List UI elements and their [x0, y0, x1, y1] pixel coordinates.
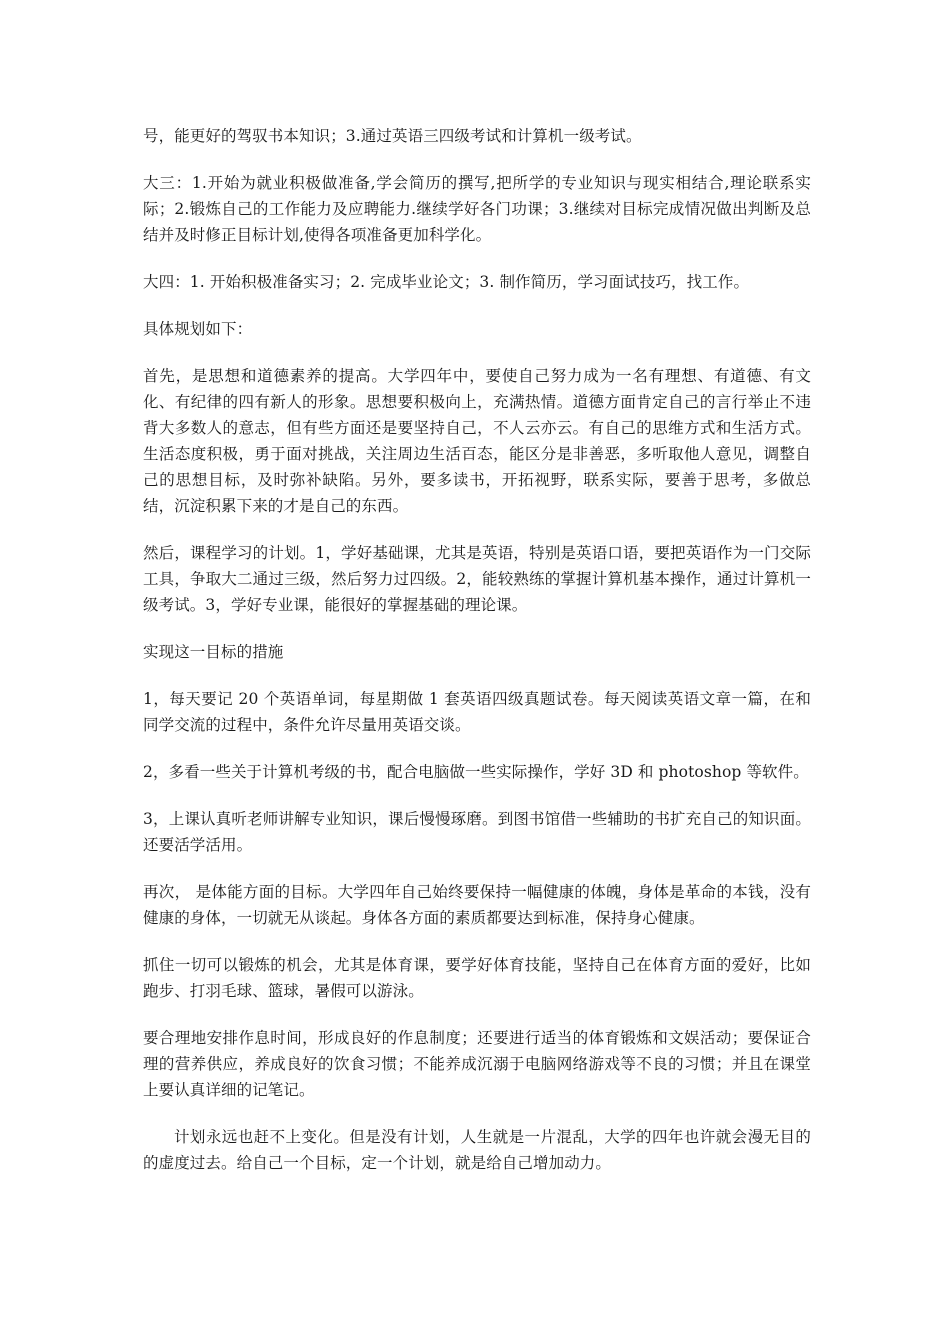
paragraph-moral-goals: 首先，是思想和道德素养的提高。大学四年中，要使自己努力成为一名有理想、有道德、有文化、有纪律的四有新人的形象。思想要积极向上，充满热情。道德方面肯定自己的言行举止不违背大多数人的意志，但有些方面还是要坚持自己，不人云亦云。有自己的思维方式和生活方式。生活态度积极，勇于面对挑战，关注周边生活百态，能区分是非善恶，多听取他人意见，调整自己的思想目标，及时弥补缺陷。另外，要多读书，开拓视野，联系实际，要善于思考，多做总结，沉淀积累下来的才是自己的东西。 [143, 367, 811, 515]
document-body [143, 123, 811, 1197]
paragraph-schedule: 要合理地安排作息时间，形成良好的作息制度；还要进行适当的体育锻炼和文娱活动；要保证合理的营养供应，养成良好的饮食习惯；不能养成沉溺于电脑网络游戏等不良的习惯；并且在课堂上要认真详细的记笔记。 [143, 1029, 811, 1099]
paragraph-measure-3: 3，上课认真听老师讲解专业知识，课后慢慢琢磨。到图书馆借一些辅助的书扩充自己的知识面。还要活学活用。 [143, 810, 811, 854]
paragraph-course-plan: 然后，课程学习的计划。1，学好基础课，尤其是英语，特别是英语口语，要把英语作为一门交际工具，争取大二通过三级，然后努力过四级。2，能较熟练的掌握计算机基本操作，通过计算机一级考试。3，学好专业课，能很好的掌握基础的理论课。 [143, 544, 811, 614]
paragraph-plan-intro: 具体规划如下： [143, 320, 253, 338]
paragraph-junior-year: 大三：1.开始为就业积极做准备,学会简历的撰写,把所学的专业知识与现实相结合,理论联系实际；2.锻炼自己的工作能力及应聘能力.继续学好各门功课；3.继续对目标完成情况做出判断及总结并及时修正目标计划,使得各项准备更加科学化。 [143, 174, 811, 244]
paragraph-senior-year: 大四：1. 开始积极准备实习；2. 完成毕业论文；3. 制作简历，学习面试技巧，找工作。 [143, 273, 750, 291]
paragraph-conclusion: 计划永远也赶不上变化。但是没有计划，人生就是一片混乱，大学的四年也许就会漫无目的的虚度过去。给自己一个目标，定一个计划，就是给自己增加动力。 [143, 1128, 811, 1172]
paragraph-exercise: 抓住一切可以锻炼的机会，尤其是体育课，要学好体育技能，坚持自己在体育方面的爱好，比如跑步、打羽毛球、篮球，暑假可以游泳。 [143, 956, 811, 1000]
paragraph-measure-2: 2，多看一些关于计算机考级的书，配合电脑做一些实际操作，学好 3D 和 photoshop 等软件。 [143, 763, 809, 781]
paragraph-measure-1: 1，每天要记 20 个英语单词，每星期做 1 套英语四级真题试卷。每天阅读英语文章一篇，在和同学交流的过程中，条件允许尽量用英语交谈。 [143, 690, 811, 734]
paragraph-physical-goals: 再次， 是体能方面的目标。大学四年自己始终要保持一幅健康的体魄，身体是革命的本钱，没有健康的身体，一切就无从谈起。身体各方面的素质都要达到标准，保持身心健康。 [143, 883, 811, 927]
paragraph-continuation: 号，能更好的驾驭书本知识；3.通过英语三四级考试和计算机一级考试。 [143, 127, 642, 145]
paragraph-measures-heading: 实现这一目标的措施 [143, 643, 284, 661]
